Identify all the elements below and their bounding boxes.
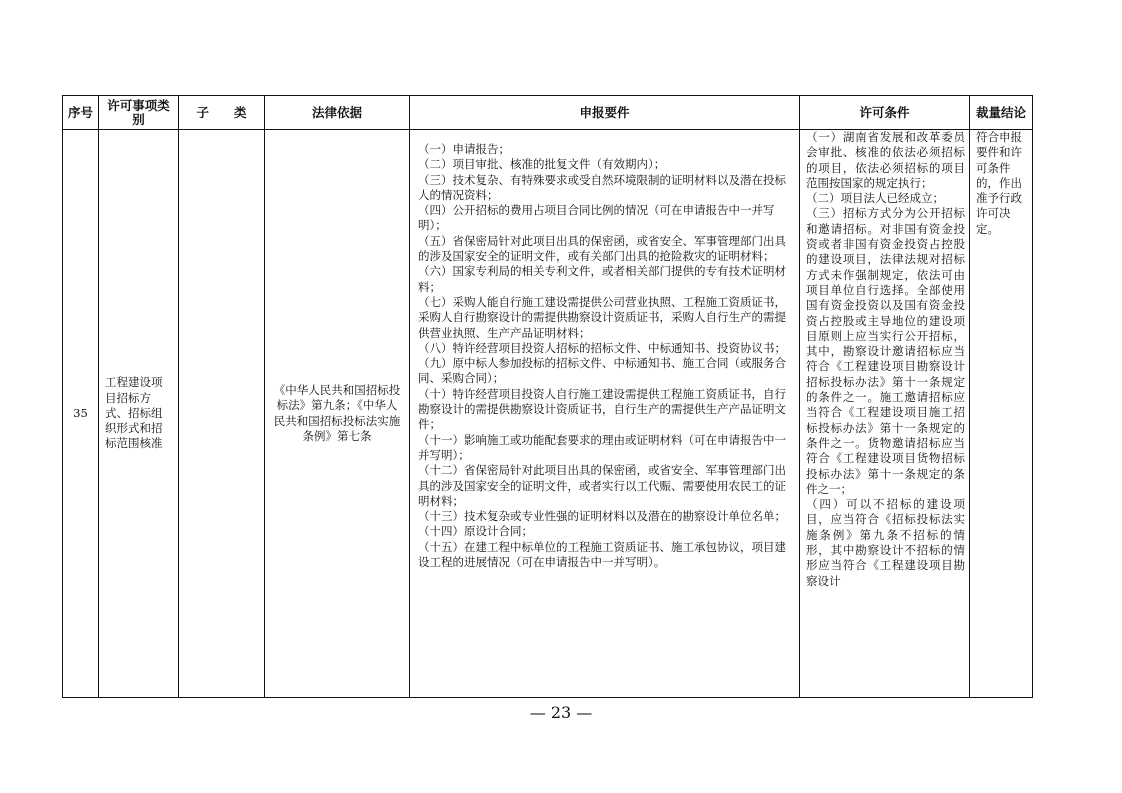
- header-conclusion: 裁量结论: [970, 96, 1033, 130]
- header-subcategory: 子 类: [179, 96, 265, 130]
- table-header-row: [63, 96, 1033, 130]
- table-row: [63, 130, 1033, 698]
- condition-item: （四）可以不招标的建设项目，应当符合《招标投标法实施条例》第九条不招标的情形，其中勘察设计不招标的情形应当符合《工程建设项目勘察设计: [806, 497, 965, 588]
- document-item: （八）特许经营项目投资人招标的招标文件、中标通知书、投资协议书；: [418, 340, 786, 355]
- header-legal-basis: 法律依据: [265, 96, 410, 130]
- condition-item: （三）招标方式分为公开招标和邀请招标。对非国有资金投资或者非国有资金投资占控股的建设项目，法律法规对招标方式未作强制规定，依法可由项目单位自行选择。全部使用国有资金投资以及国有资金投资占控股或主导地位的建设项目原则上应当实行公开招标，其中，勘察设计邀请招标应当符合《工程建设项目勘察设计招标投标办法》第十一条规定的条件之一。施工邀请招标应当符合《工程建设项目施工招标投标办法》第十一条规定的条件之一。货物邀请招标应当符合《工程建设项目货物招标投标办法》第十一条规定的条件之一；: [806, 206, 965, 496]
- document-item: （一）申请报告；: [418, 142, 510, 156]
- document-item: （九）原中标人参加投标的招标文件、中标通知书、施工合同（或服务合同、采购合同）；: [418, 356, 786, 386]
- row-category: 工程建设项目招标方式、招标组织形式和招标范围核准: [99, 130, 179, 698]
- document-item: （六）国家专利局的相关专利文件，或者相关部门提供的专有技术证明材料；: [418, 264, 786, 294]
- document-item: （七）采购人能自行施工建设需提供公司营业执照、工程施工资质证书，采购人自行勘察设计的需提供勘察设计资质证书，采购人自行生产的需提供营业执照、生产产品证明材料；: [418, 294, 786, 340]
- page-number: — 23 —: [529, 703, 593, 722]
- header-category: 许可事项类别: [99, 96, 179, 130]
- row-subcategory: [179, 130, 265, 698]
- document-item: （十三）技术复杂或专业性强的证明材料以及潜在的勘察设计单位名单；: [418, 509, 786, 524]
- condition-item: （一）湖南省发展和改革委员会审批、核准的依法必须招标的项目，依法必须招标的项目范围按国家的规定执行；: [806, 130, 965, 190]
- document-item: （十四）原设计合同；: [418, 524, 533, 539]
- row-legal-basis: 《中华人民共和国招标投标法》第九条；《中华人民共和国招标投标法实施条例》第七条: [265, 130, 410, 698]
- row-seq: 35: [63, 130, 99, 698]
- row-conditions: [800, 130, 970, 698]
- document-item: （三）技术复杂、有特殊要求或受自然环境限制的证明材料以及潜在投标人的情况资料；: [418, 172, 786, 202]
- header-documents: 申报要件: [410, 96, 800, 130]
- row-documents: [410, 130, 800, 698]
- document-item: （十五）在建工程中标单位的工程施工资质证书、施工承包协议，项目建设工程的进展情况（可在申请报告中一并写明）。: [418, 539, 786, 570]
- document-item: （二）项目审批、核准的批复文件（有效期内）；: [418, 157, 666, 172]
- document-item: （五）省保密局针对此项目出具的保密函，或省安全、军事管理部门出具的涉及国家安全的证明文件，或有关部门出具的抢险救灾的证明材料；: [418, 233, 786, 264]
- permit-table: [62, 95, 1033, 698]
- document-item: （十）特许经营项目投资人自行施工建设需提供工程施工资质证书，自行勘察设计的需提供勘察设计资质证书，自行生产的需提供生产产品证明文件；: [418, 386, 786, 432]
- header-seq: 序号: [63, 96, 99, 130]
- row-conclusion: 符合申报要件和许可条件的，作出准予行政许可决定。: [970, 130, 1033, 698]
- condition-item: （二）项目法人已经成立；: [806, 191, 944, 206]
- document-item: （十二）省保密局针对此项目出具的保密函，或省安全、军事管理部门出具的涉及国家安全的证明文件，或者实行以工代赈、需要使用农民工的证明材料；: [418, 463, 786, 508]
- document-item: （四）公开招标的费用占项目合同比例的情况（可在申请报告中一并写明）；: [418, 203, 775, 233]
- document-item: （十一）影响施工或功能配套要求的理由或证明材料（可在申请报告中一并写明）；: [418, 432, 786, 462]
- header-conditions: 许可条件: [800, 96, 970, 130]
